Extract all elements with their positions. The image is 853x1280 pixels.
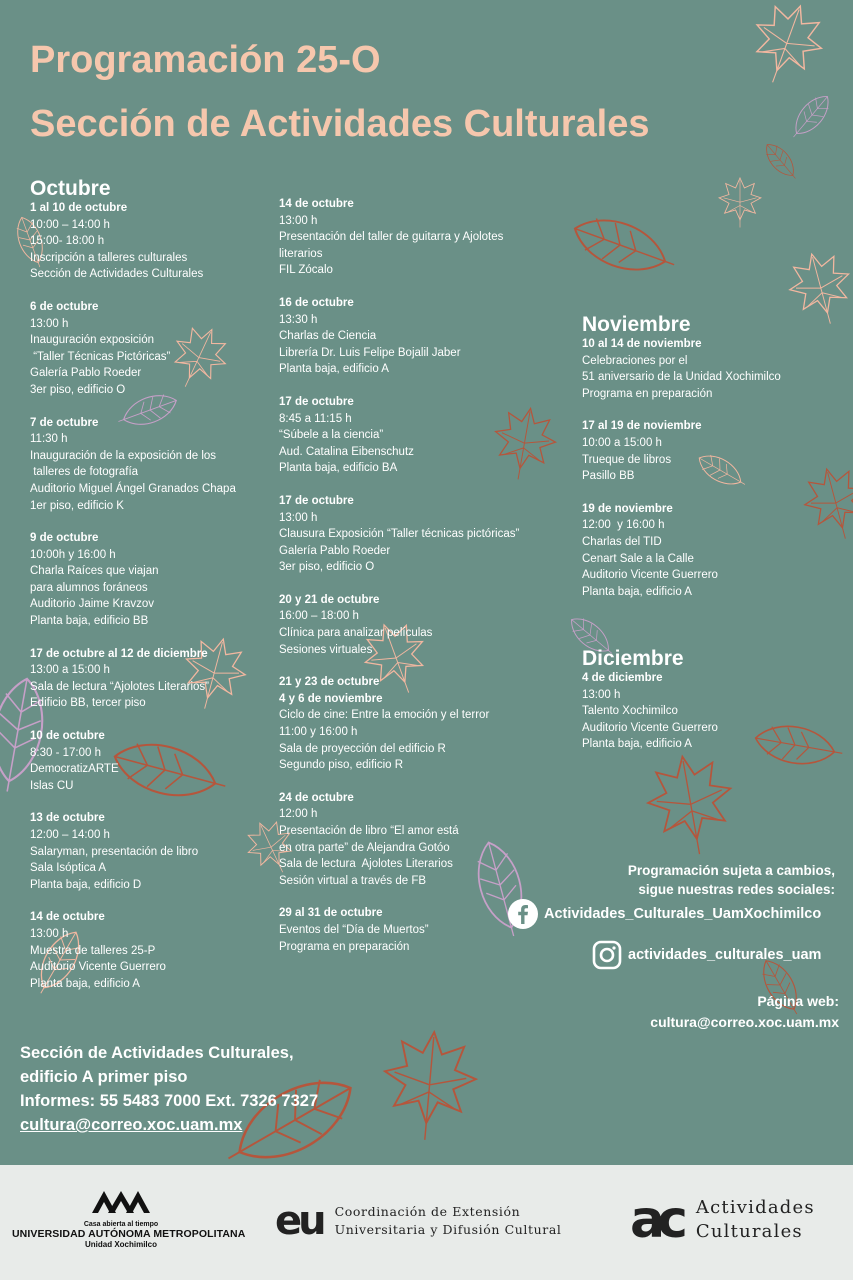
contact-info: [20, 1041, 318, 1137]
event-item: [30, 299, 275, 399]
october-column: [30, 178, 275, 1008]
event-detail: Islas CU: [30, 779, 74, 792]
leaf: [785, 90, 835, 144]
ac-line-2: Culturales: [695, 1221, 803, 1242]
event-detail: 8:45 a 11:15 h: [279, 412, 352, 425]
event-detail: Clausura Exposición “Taller técnicas pictóricas”: [279, 528, 520, 541]
event-date: 10 al 14 de noviembre: [582, 338, 702, 350]
event-detail: literarios: [279, 247, 323, 260]
event-date: 21 y 23 de octubre: [279, 676, 380, 689]
instagram-icon: [592, 940, 622, 970]
november-column: [582, 314, 842, 616]
leaf: [568, 208, 682, 285]
event-detail: Auditorio Vicente Guerrero: [30, 961, 166, 974]
event-detail: Muestra de talleres 25-P: [30, 944, 156, 957]
event-detail: Ciclo de cine: Entre la emoción y el terror: [279, 709, 490, 722]
month-heading: Diciembre: [582, 647, 684, 670]
event-item: [582, 418, 842, 484]
event-item: [30, 530, 275, 630]
event-detail: Presentación del taller de guitarra y Ajolotes: [279, 231, 504, 244]
event-item: [279, 592, 569, 658]
event-detail: Charla Raíces que viajan: [30, 565, 159, 578]
event-date: 17 de octubre al 12 de diciembre: [30, 647, 208, 660]
event-date: 1 al 10 de octubre: [30, 202, 128, 214]
event-item: [30, 909, 275, 992]
event-date: 29 al 31 de octubre: [279, 907, 383, 920]
event-detail: Planta baja, edificio BB: [30, 615, 149, 628]
event-date: 19 de noviembre: [582, 502, 673, 515]
event-detail: para alumnos foráneos: [30, 581, 148, 594]
event-date: 10 de octubre: [30, 730, 105, 743]
event-detail: Auditorio Vicente Guerrero: [582, 569, 718, 582]
event-date: 6 de octubre: [30, 300, 99, 313]
event-detail: “Súbele a la ciencia”: [279, 429, 384, 442]
event-item: [582, 336, 842, 402]
contact-phone: Informes: 55 5483 7000 Ext. 7326 7327: [20, 1092, 319, 1110]
event-date: 17 de octubre: [279, 395, 354, 408]
event-detail: Presentación de libro “El amor está: [279, 825, 459, 837]
event-date: 17 al 19 de noviembre: [582, 420, 702, 433]
title-line-2: Sección de Actividades Culturales: [30, 103, 650, 145]
event-detail: DemocratizARTE: [30, 763, 119, 776]
event-item: [279, 196, 569, 279]
event-detail: Inauguración exposición: [30, 334, 155, 347]
event-date: 7 de octubre: [30, 416, 99, 429]
leaf: [740, 0, 832, 94]
event-detail: 12:00 – 14:00 h: [30, 829, 110, 841]
event-item: [30, 200, 275, 283]
event-detail: 3er piso, edificio O: [30, 383, 126, 396]
event-detail: Galería Pablo Roeder: [30, 367, 142, 380]
event-detail: Sesiones virtuales: [279, 643, 373, 656]
event-detail: Sala de proyección del edificio R: [279, 742, 446, 755]
event-item: [30, 810, 275, 893]
social-note: [628, 861, 835, 899]
event-date: 16 de octubre: [279, 296, 354, 309]
uam-name: UNIVERSIDAD AUTÓNOMA METROPOLITANA: [12, 1228, 246, 1240]
contact-line-2: edificio A primer piso: [20, 1068, 188, 1086]
ac-logo: [630, 1190, 815, 1250]
event-detail: Clínica para analizar películas: [279, 627, 433, 640]
event-detail: Sección de Actividades Culturales: [30, 268, 204, 281]
leaf: [760, 139, 802, 184]
social-note-line-2: sigue nuestras redes sociales:: [638, 882, 835, 897]
event-detail: 11:30 h: [30, 433, 68, 446]
event-item: [279, 790, 569, 890]
event-detail: 1er piso, edificio K: [30, 499, 124, 512]
event-detail: 13:00 h: [30, 927, 69, 940]
event-date: 24 de octubre: [279, 791, 354, 804]
event-detail: 51 aniversario de la Unidad Xochimilco: [582, 371, 781, 384]
event-detail: Inscripción a talleres culturales: [30, 251, 188, 264]
event-detail: 11:00 y 16:00 h: [279, 726, 358, 739]
event-detail: Sala de lectura “Ajolotes Literarios”: [30, 680, 209, 693]
event-detail: 12:00 y 16:00 h: [582, 519, 665, 532]
web-info: [650, 991, 839, 1033]
event-detail: Charlas de Ciencia: [279, 330, 377, 343]
event-detail: Celebraciones por el: [582, 354, 688, 367]
uam-logo: [12, 1187, 246, 1249]
contact-email-link[interactable]: cultura@correo.xoc.uam.mx: [20, 1116, 243, 1134]
uam-emblem-icon: [88, 1187, 154, 1215]
event-detail: talleres de fotografía: [30, 466, 139, 479]
event-item: [279, 295, 569, 378]
event-detail: 15:00- 18:00 h: [30, 235, 105, 248]
event-detail: Cenart Sale a la Calle: [582, 552, 694, 565]
web-email[interactable]: cultura@correo.xoc.uam.mx: [650, 1014, 839, 1030]
event-detail: 16:00 – 18:00 h: [279, 610, 359, 623]
event-detail: Auditorio Vicente Guerrero: [582, 721, 718, 734]
leaf: [719, 178, 761, 228]
ac-line-1: Actividades: [695, 1197, 815, 1218]
event-detail: Inauguración de la exposición de los: [30, 449, 217, 462]
uam-unit: Unidad Xochimilco: [84, 1240, 157, 1249]
eu-line-1: Coordinación de Extensión: [334, 1204, 521, 1219]
event-date: 14 de octubre: [279, 198, 354, 210]
event-detail: Planta baja, edificio A: [30, 977, 140, 990]
event-item: [582, 501, 842, 601]
event-detail: 13:00 a 15:00 h: [30, 664, 110, 677]
event-detail: Programa en preparación: [582, 387, 713, 400]
event-detail: 13:30 h: [279, 313, 318, 326]
event-item: [30, 646, 275, 712]
event-detail: Planta baja, edificio BA: [279, 462, 398, 475]
leaf: [379, 1028, 479, 1144]
event-detail: 10:00h y 16:00 h: [30, 548, 116, 561]
event-detail: Segundo piso, edificio R: [279, 759, 404, 772]
event-detail: Edificio BB, tercer piso: [30, 697, 146, 710]
event-detail: 3er piso, edificio O: [279, 561, 375, 574]
event-item: [30, 728, 275, 794]
web-label: Página web:: [757, 993, 839, 1009]
event-detail: Sesión virtual a través de FB: [279, 874, 427, 887]
event-detail: Sala Isóptica A: [30, 862, 107, 875]
december-column: [582, 648, 842, 769]
event-item: [582, 670, 842, 753]
event-detail: Planta baja, edificio A: [582, 585, 692, 598]
event-detail: Galería Pablo Roeder: [279, 544, 391, 557]
event-date: 20 y 21 de octubre: [279, 593, 380, 606]
event-detail: Librería Dr. Luis Felipe Bojalil Jaber: [279, 346, 461, 359]
event-detail: Eventos del “Día de Muertos”: [279, 923, 429, 936]
event-detail: 12:00 h: [279, 808, 318, 821]
event-detail: FIL Zócalo: [279, 264, 333, 277]
eu-mark: eu: [275, 1198, 323, 1244]
event-date: 13 de octubre: [30, 812, 105, 825]
event-detail: Auditorio Miguel Ángel Granados Chapa: [30, 482, 236, 495]
event-detail: Trueque de libros: [582, 453, 672, 466]
event-detail: 10:00 a 15:00 h: [582, 436, 662, 449]
event-item: [279, 493, 569, 576]
instagram-handle: actividades_culturales_uam: [628, 947, 822, 963]
event-detail: 13:00 h: [582, 688, 621, 701]
event-detail: 8:30 - 17:00 h: [30, 746, 101, 759]
event-detail: Planta baja, edificio A: [279, 363, 389, 376]
event-detail: “Taller Técnicas Pictóricas”: [30, 350, 171, 363]
social-note-line-1: Programación sujeta a cambios,: [627, 863, 835, 878]
event-date: 4 y 6 de noviembre: [279, 692, 383, 705]
event-detail: Planta baja, edificio D: [30, 878, 142, 891]
event-detail: Salaryman, presentación de libro: [30, 845, 199, 858]
event-date: 14 de octubre: [30, 911, 105, 924]
event-detail: 13:00 h: [279, 511, 318, 524]
event-item: [279, 674, 569, 774]
event-date: 17 de octubre: [279, 494, 354, 507]
facebook-icon: [508, 899, 538, 929]
event-detail: Pasillo BB: [582, 470, 635, 483]
eu-logo: [275, 1198, 562, 1244]
event-date: 4 de diciembre: [582, 672, 663, 684]
instagram-link[interactable]: [592, 940, 821, 970]
event-detail: Sala de lectura Ajolotes Literarios: [279, 858, 453, 871]
eu-line-2: Universitaria y Difusión Cultural: [334, 1222, 562, 1237]
event-detail: 13:00 h: [279, 214, 318, 227]
month-heading: Noviembre: [582, 313, 691, 336]
event-detail: Planta baja, edificio A: [582, 738, 692, 751]
event-detail: en otra parte” de Alejandra Gotóo: [279, 841, 450, 854]
event-detail: Programa en preparación: [279, 940, 410, 953]
event-detail: Aud. Catalina Eibenschutz: [279, 445, 414, 458]
event-item: [30, 415, 275, 515]
footer: [0, 1165, 853, 1280]
uam-tagline: Casa abierta al tiempo: [83, 1221, 159, 1228]
october-column-continued: [279, 196, 569, 971]
contact-line-1: Sección de Actividades Culturales,: [20, 1044, 294, 1062]
ac-mark: ac: [630, 1190, 680, 1250]
event-detail: Charlas del TID: [582, 535, 662, 548]
event-detail: Auditorio Jaime Kravzov: [30, 598, 154, 611]
event-date: 9 de octubre: [30, 532, 99, 545]
event-item: [279, 394, 569, 477]
event-detail: 13:00 h: [30, 317, 69, 330]
title-line-1: Programación 25-O: [30, 39, 381, 81]
facebook-handle: Actividades_Culturales_UamXochimilco: [544, 906, 822, 922]
month-heading: Octubre: [30, 177, 111, 200]
event-detail: 10:00 – 14:00 h: [30, 218, 110, 231]
event-detail: Talento Xochimilco: [582, 705, 678, 718]
facebook-link[interactable]: [508, 899, 821, 929]
